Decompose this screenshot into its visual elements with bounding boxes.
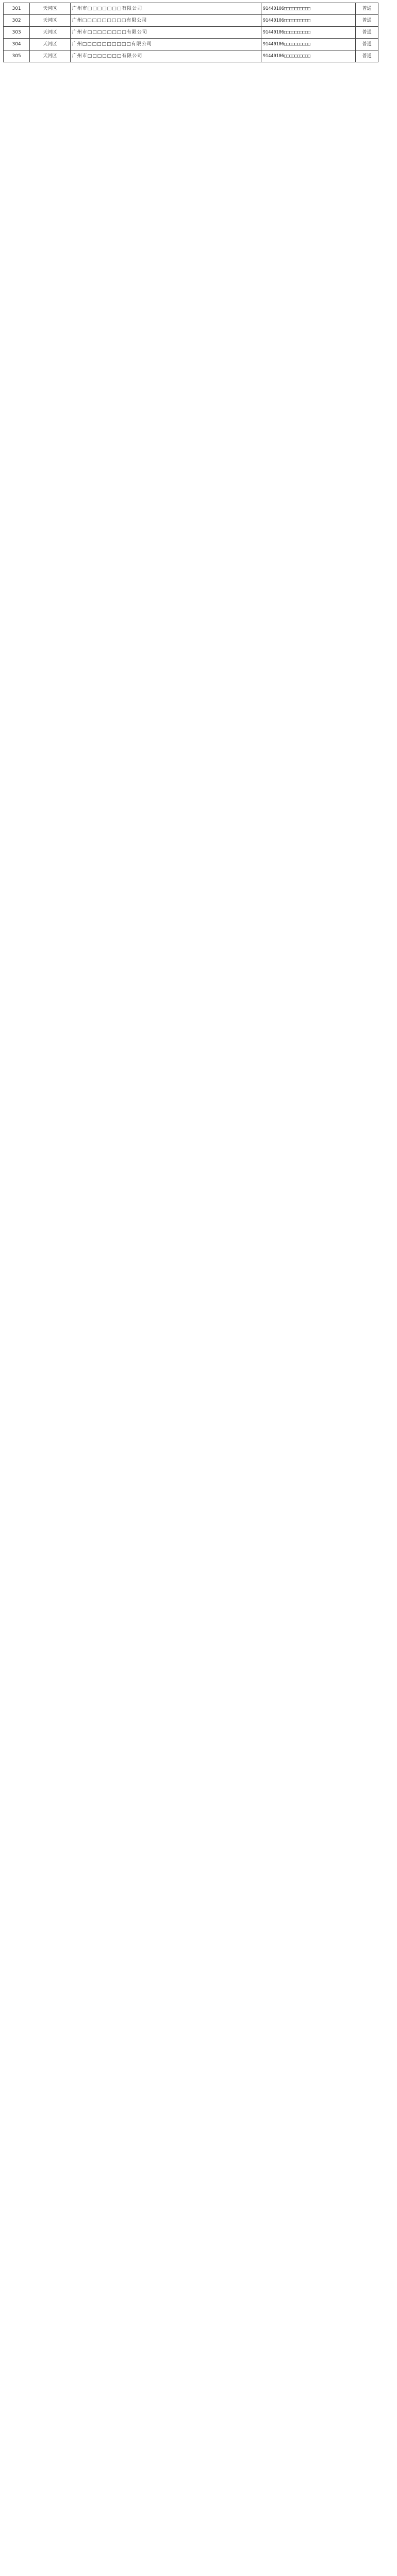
row-relation: 普通	[356, 50, 378, 62]
row-district: 天河区	[30, 39, 71, 50]
row-number: 304	[4, 39, 30, 50]
row-credit-code: 91440106□□□□□□□□□□	[261, 15, 356, 27]
row-number: 301	[4, 3, 30, 15]
enterprise-list-table	[3, 3, 378, 62]
row-district: 天河区	[30, 27, 71, 39]
row-district: 天河区	[30, 3, 71, 15]
row-credit-code: 91440106□□□□□□□□□□	[261, 39, 356, 50]
row-credit-code: 91440106□□□□□□□□□□	[261, 3, 356, 15]
table-row	[4, 50, 378, 62]
row-company-name: 广州市□□□□□□□有限公司	[70, 50, 261, 62]
row-relation: 普通	[356, 15, 378, 27]
row-company-name: 广州市□□□□□□□□有限公司	[70, 27, 261, 39]
row-number: 303	[4, 27, 30, 39]
row-company-name: 广州□□□□□□□□□有限公司	[70, 15, 261, 27]
row-credit-code: 91440106□□□□□□□□□□	[261, 27, 356, 39]
row-relation: 普通	[356, 3, 378, 15]
table-row	[4, 3, 378, 15]
table-row	[4, 39, 378, 50]
row-company-name: 广州市□□□□□□□有限公司	[70, 3, 261, 15]
row-district: 天河区	[30, 50, 71, 62]
row-district: 天河区	[30, 15, 71, 27]
table-row	[4, 27, 378, 39]
row-number: 305	[4, 50, 30, 62]
row-credit-code: 91440106□□□□□□□□□□	[261, 50, 356, 62]
row-number: 302	[4, 15, 30, 27]
row-company-name: 广州□□□□□□□□□□有限公司	[70, 39, 261, 50]
table-row	[4, 15, 378, 27]
row-relation: 普通	[356, 27, 378, 39]
table-body	[4, 3, 378, 62]
row-relation: 普通	[356, 39, 378, 50]
